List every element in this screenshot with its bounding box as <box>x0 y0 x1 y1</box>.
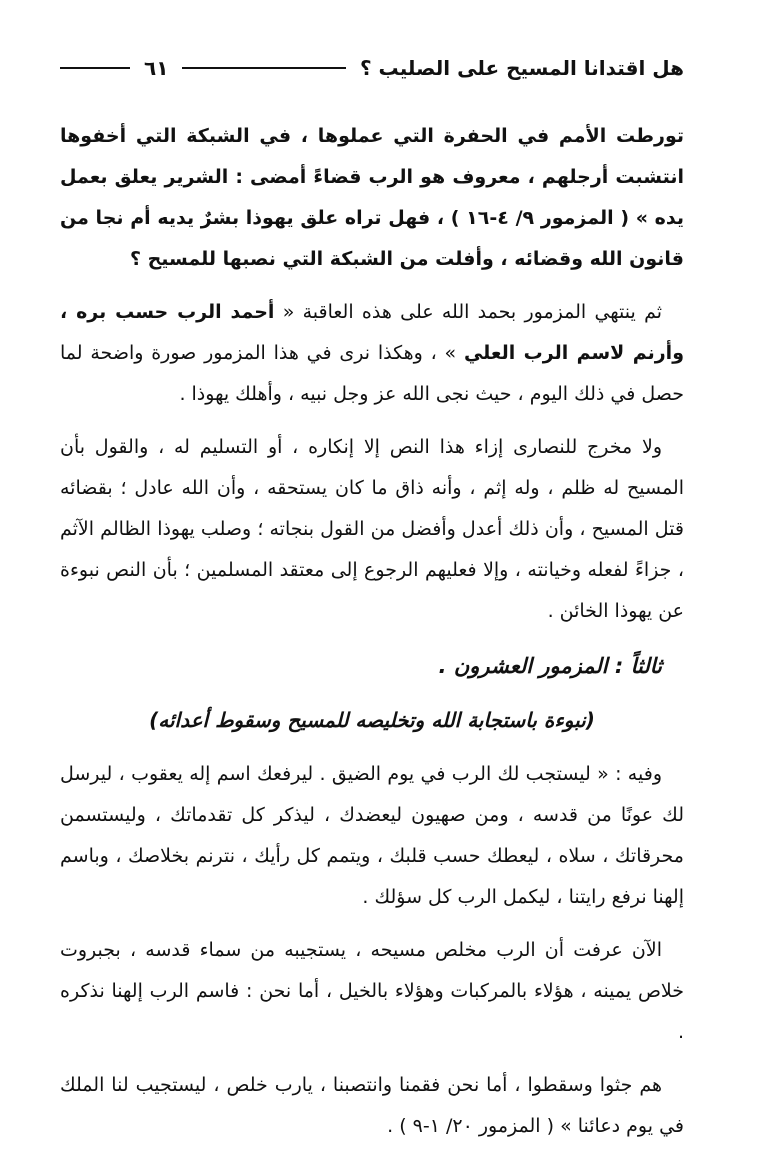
page-body <box>60 116 684 1159</box>
section-heading: ثالثاً : المزمور العشرون . <box>438 654 662 678</box>
paragraph-1: تورطت الأمم في الحفرة التي عملوها ، في الشبكة التي أخفوها انتشبت أرجلهم ، معروف هو الرب قضاءً أمضى : الشرير يعلق بعمل يده » ( المزمور ٩/ ٤-١٦ ) ، فهل تراه علق يهوذا بشرٌ يديه أم نجا من قانون الله وقضائه ، وأفلت من الشبكة التي نصبها للمسيح ؟ <box>60 125 684 270</box>
book-page <box>60 48 685 1137</box>
running-header-title: هل اقتدانا المسيح على الصليب ؟ <box>359 56 684 80</box>
section-subheading: (نبوءة باستجابة الله وتخليصه للمسيح وسقوط أعدائه) <box>149 708 595 732</box>
page-number: ٦١ <box>144 56 169 80</box>
running-header <box>60 48 684 88</box>
paragraph-2 <box>60 292 684 415</box>
paragraph-2-intro: ثم ينتهي المزمور بحمد الله على هذه العاقبة « <box>274 301 662 323</box>
paragraph-6: هم جثوا وسقطوا ، أما نحن فقمنا وانتصبنا ، يارب خلص ، ليستجيب لنا الملك في يوم دعائنا » ( المزمور ٢٠/ ١-٩ ) . <box>60 1074 684 1137</box>
paragraph-3: ولا مخرج للنصارى إزاء هذا النص إلا إنكاره ، أو التسليم له ، والقول بأن المسيح له ظلم ، وله إثم ، وأنه ذاق ما كان يستحقه ، وأن الله عادل ؛ بقضائه قتل المسيح ، وأن ذلك أعدل وأفضل من القول بنجاته ؛ وصلب يهوذا الظالم الآثم ، جزاءً لفعله وخيانته ، وإلا فعليهم الرجوع إلى معتقد المسلمين ؛ بأن النص نبوءة عن يهوذا الخائن . <box>60 436 684 622</box>
paragraph-5: الآن عرفت أن الرب مخلص مسيحه ، يستجيبه من سماء قدسه ، بجبروت خلاص يمينه ، هؤلاء بالمركبات وهؤلاء بالخيل ، أما نحن : فاسم الرب إلهنا نذكره . <box>60 939 684 1043</box>
header-rule-short <box>60 67 130 69</box>
paragraph-2-quote: أحمد الرب حسب بره ، وأرنم لاسم الرب العلي <box>60 301 685 364</box>
paragraph-2-rest: » ، وهكذا نرى في هذا المزمور صورة واضحة لما حصل في ذلك اليوم ، حيث نجى الله عز وجل نبيه ، وأهلك يهوذا . <box>60 342 684 405</box>
paragraph-4: وفيه : « ليستجب لك الرب في يوم الضيق . ليرفعك اسم إله يعقوب ، ليرسل لك عونًا من قدسه ، ومن صهيون ليعضدك ، ليذكر كل تقدماتك ، وليستسمن محرقاتك ، سلاه ، ليعطك حسب قلبك ، ويتمم كل رأيك ، نترنم بخلاصك ، وباسم إلهنا نرفع رايتنا ، ليكمل الرب كل سؤلك . <box>60 763 684 908</box>
header-rule-long <box>182 67 346 69</box>
